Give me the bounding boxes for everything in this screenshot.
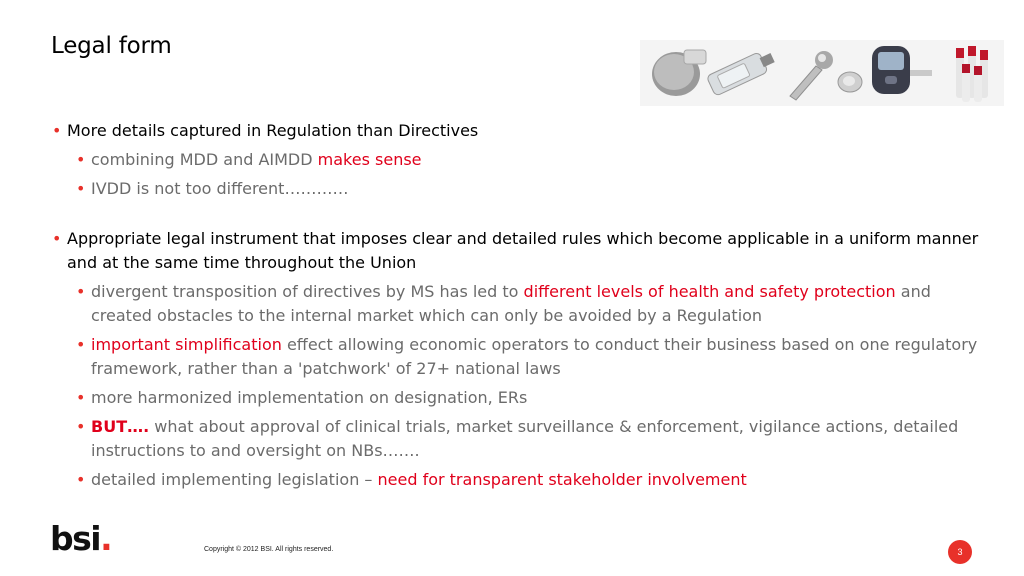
bullet-marker: • (76, 282, 86, 301)
copyright-text: Copyright © 2012 BSI. All rights reserved. (204, 546, 334, 553)
bullet-marker: • (52, 229, 62, 248)
slide-content (52, 119, 982, 492)
bullet-2-text: Appropriate legal instrument that imposes clear and detailed rules which become applicable in a uniform manner and at the same time throughout the Union (67, 229, 979, 272)
bsi-logo-dot: . (100, 519, 112, 558)
sub-text-tail: and created obstacles to the internal market which can only be avoided by a Regulation (91, 282, 931, 325)
sub-highlight: BUT…. (91, 417, 150, 436)
sub-highlight: makes sense (317, 150, 422, 169)
bullet-1-sub-1 (76, 148, 982, 172)
bullet-marker: • (76, 470, 86, 489)
bullet-2-sub-5 (76, 468, 982, 492)
bullet-marker: • (76, 150, 86, 169)
bullet-1 (52, 119, 982, 143)
bullet-2-sub-3 (76, 386, 982, 410)
bullet-1-text: More details captured in Regulation than Directives (67, 121, 479, 140)
bullet-1-sub-2 (76, 177, 982, 201)
sub-text: divergent transposition of directives by MS has led to (91, 282, 524, 301)
bullet-marker: • (76, 388, 86, 407)
bullet-marker: • (76, 335, 86, 354)
blood-tubes-icon (956, 46, 988, 102)
sensor-disk-icon (838, 72, 862, 92)
bullet-marker: • (52, 121, 62, 140)
medical-devices-image (640, 40, 1004, 106)
bullet-2 (52, 227, 982, 275)
bullet-marker: • (76, 417, 86, 436)
bullet-2-sub-2 (76, 333, 982, 381)
sub-text: detailed implementing legislation – (91, 470, 378, 489)
sub-highlight: need for transparent stakeholder involvement (377, 470, 747, 489)
sub-text: more harmonized implementation on designation, ERs (91, 388, 528, 407)
bsi-logo (50, 520, 111, 558)
sub-text: IVDD is not too different………… (91, 179, 349, 198)
bsi-logo-text: bsi (50, 519, 101, 558)
slide-title: Legal form (51, 33, 172, 59)
sub-text: combining MDD and AIMDD (91, 150, 318, 169)
sub-text-tail: effect allowing economic operators to conduct their business based on one regulatory framework, rather than a 'patchwork' of 27+ national laws (91, 335, 978, 378)
bullet-2-sub-1 (76, 280, 982, 328)
bullet-marker: • (76, 179, 86, 198)
bullet-2-sub-4 (76, 415, 982, 463)
sub-text-tail: what about approval of clinical trials, market surveillance & enforcement, vigilance actions, detailed instructions to and oversight on NBs……. (91, 417, 959, 460)
page-number: 3 (948, 540, 972, 564)
sub-highlight: different levels of health and safety protection (523, 282, 896, 301)
sub-highlight: important simplification (91, 335, 282, 354)
